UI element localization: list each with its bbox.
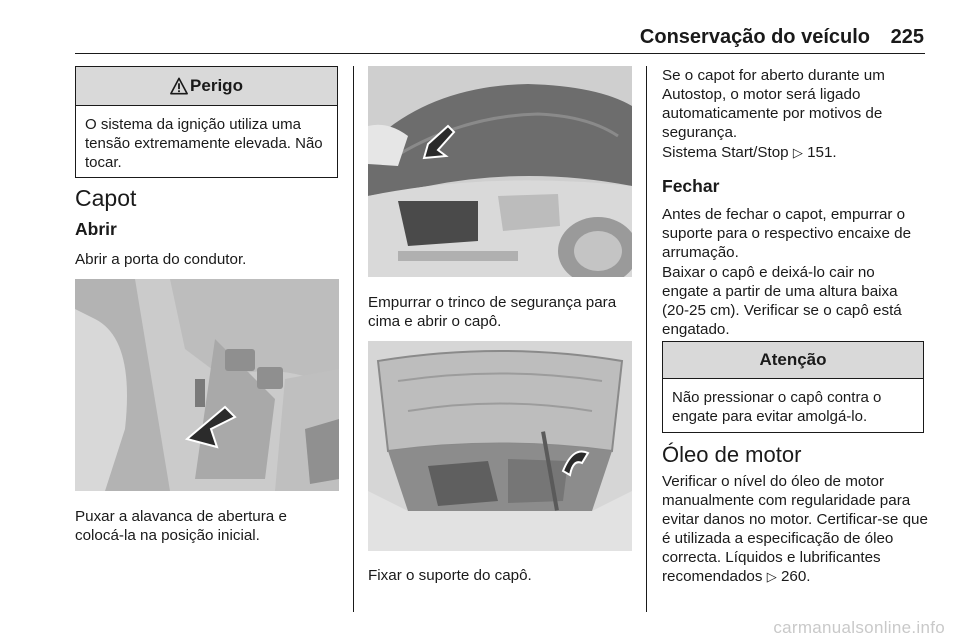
subheading-fechar: Fechar (662, 176, 720, 196)
xref-lubricants-page[interactable]: 260. (780, 568, 811, 585)
paragraph-engine-oil (662, 472, 928, 587)
step-open-door: Abrir a porta do condutor. (75, 251, 247, 268)
caption-fix-hood-support: Fixar o suporte do capô. (368, 567, 532, 584)
warning-triangle-icon (170, 77, 188, 95)
section-heading-capot: Capot (75, 185, 137, 211)
page-header-title: Conservação do veículo (639, 26, 870, 48)
illustration-hood-support-drawing (368, 341, 632, 551)
xref-start-stop-label: Sistema Start/Stop (662, 144, 789, 161)
danger-box (75, 66, 338, 178)
column-divider-left (353, 66, 354, 612)
xref-arrow-icon: ▷ (766, 570, 777, 585)
section-heading-engine-oil: Óleo de motor (662, 442, 802, 467)
column-divider-right (646, 66, 647, 612)
illustration-hood-support (368, 341, 632, 551)
illustration-safety-catch-drawing (368, 66, 632, 277)
xref-arrow-icon: ▷ (792, 146, 803, 161)
attention-box (662, 341, 924, 433)
attention-box-label: Atenção (759, 350, 827, 369)
danger-box-label: Perigo (190, 76, 243, 95)
illustration-hood-release-lever-drawing (75, 279, 339, 491)
illustration-safety-catch (368, 66, 632, 277)
caption-push-safety-catch: Empurrar o trinco de segurança para cima e abrir o capô. (368, 294, 617, 330)
subheading-abrir: Abrir (75, 219, 117, 239)
page-number: 225 (890, 26, 924, 48)
attention-box-header (663, 342, 923, 379)
danger-box-header (76, 67, 337, 106)
paragraph-close-support: Antes de fechar o capot, empurrar o suporte para o respectivo encaixe de arrumação. (662, 206, 912, 261)
attention-box-text: Não pressionar o capô contra o engate para evitar amolgá-lo. (672, 389, 882, 425)
illustration-hood-release-lever (75, 279, 339, 491)
paragraph-autostop: Se o capot for aberto durante um Autostop, o motor será ligado automaticamente por motivos de segurança. (662, 67, 885, 141)
paragraph-close-hood: Baixar o capô e deixá-lo cair no engate a partir de uma altura baixa (20-25 cm). Verificar se o capô está engatado. (662, 264, 902, 338)
watermark: carmanualsonline.info (773, 618, 945, 637)
xref-start-stop-page: 151. (807, 144, 837, 161)
xref-start-stop[interactable] (662, 143, 924, 163)
danger-box-text: O sistema da ignição utiliza uma tensão extremamente elevada. Não tocar. (85, 116, 323, 171)
paragraph-engine-oil-text: Verificar o nível do óleo de motor manualmente com regularidade para evitar danos no motor. Certificar-se que é utilizada a especificação de óleo correcta. Líquidos e lubrificantes recomendados (662, 473, 928, 585)
header-rule (75, 53, 925, 54)
caption-pull-lever: Puxar a alavanca de abertura e colocá-la na posição inicial. (75, 508, 287, 544)
